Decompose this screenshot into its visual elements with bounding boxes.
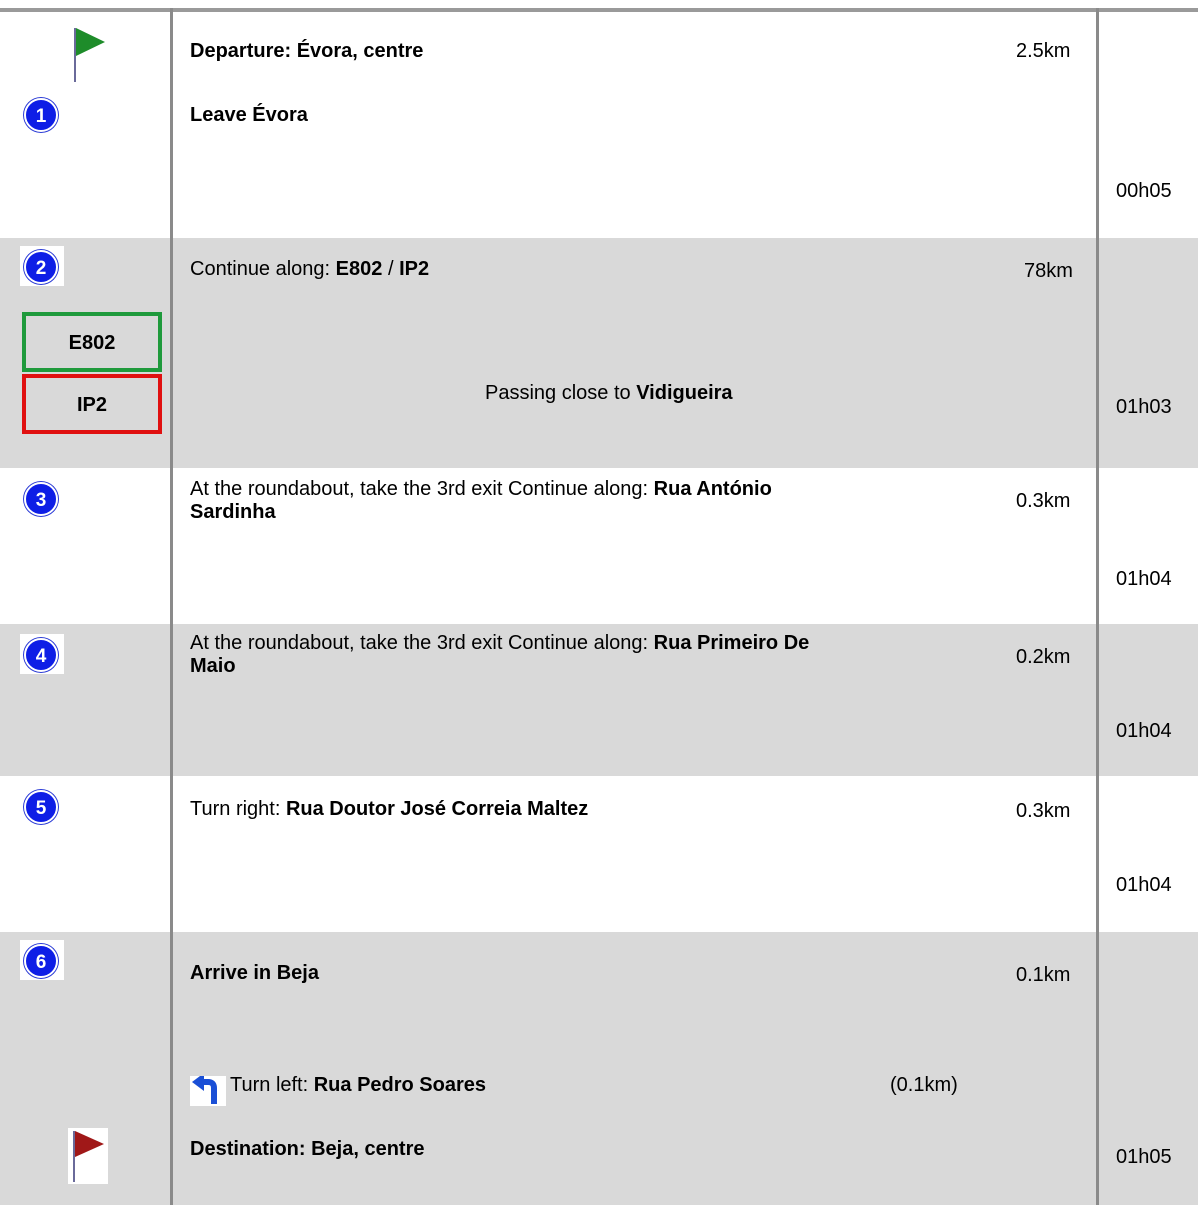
road-shield-e802: E802 xyxy=(22,312,162,372)
destination-flag-icon xyxy=(68,1128,108,1184)
step-distance: 0.2km xyxy=(1016,646,1071,668)
road-name: IP2 xyxy=(399,258,430,280)
step-distance: 78km xyxy=(1024,260,1073,282)
destination-label: Destination: Beja, centre xyxy=(190,1138,425,1160)
route-step-2 xyxy=(0,238,1198,468)
step-instruction: At the roundabout, take the 3rd exit Continue along: Rua António Sardinha xyxy=(190,478,772,523)
road-name-cont: Maio xyxy=(190,655,236,677)
road-name-cont: Sardinha xyxy=(190,501,276,523)
step-instruction: Arrive in Beja xyxy=(190,962,319,984)
column-divider-left xyxy=(170,8,173,1205)
step-time: 01h05 xyxy=(1116,1146,1172,1168)
route-step-6 xyxy=(0,932,1198,1205)
step-time: 01h03 xyxy=(1116,396,1172,418)
step-time: 01h04 xyxy=(1116,568,1172,590)
step-number-badge: 1 xyxy=(24,98,58,132)
step-number-badge: 2 xyxy=(24,250,58,284)
step-number-badge: 6 xyxy=(24,944,58,978)
step-number-badge: 4 xyxy=(24,638,58,672)
column-divider-right xyxy=(1096,8,1099,1205)
road-name: Rua Primeiro De xyxy=(653,632,810,654)
step-instruction: At the roundabout, take the 3rd exit Continue along: Rua Primeiro De Maio xyxy=(190,632,810,677)
passing-close-note: Passing close to Vidigueira xyxy=(485,382,733,404)
route-step-departure xyxy=(0,12,1198,238)
step-instruction: Leave Évora xyxy=(190,104,308,126)
step-distance: 0.3km xyxy=(1016,490,1071,512)
step-time: 00h05 xyxy=(1116,180,1172,202)
sub-instruction: Turn left: Rua Pedro Soares xyxy=(230,1074,487,1096)
turn-left-arrow-icon xyxy=(190,1076,226,1106)
step-instruction: Turn right: Rua Doutor José Correia Maltez xyxy=(190,798,589,820)
step-distance: 0.1km xyxy=(1016,964,1071,986)
road-name: Rua António xyxy=(653,478,772,500)
step-time: 01h04 xyxy=(1116,720,1172,742)
route-step-3 xyxy=(0,468,1198,624)
step-distance: 2.5km xyxy=(1016,40,1071,62)
step-instruction: Continue along: E802 / IP2 xyxy=(190,258,430,280)
route-step-5 xyxy=(0,776,1198,932)
step-number-badge: 3 xyxy=(24,482,58,516)
step-distance: 0.3km xyxy=(1016,800,1071,822)
road-name: Rua Doutor José Correia Maltez xyxy=(285,798,589,820)
start-flag-icon xyxy=(70,26,110,84)
step-number-badge: 5 xyxy=(24,790,58,824)
departure-label: Departure: Évora, centre xyxy=(190,40,424,62)
passing-place: Vidigueira xyxy=(636,382,733,404)
route-step-4 xyxy=(0,624,1198,776)
road-shield-ip2: IP2 xyxy=(22,374,162,434)
road-name: E802 xyxy=(335,258,383,280)
sub-distance: (0.1km) xyxy=(890,1074,958,1096)
road-name: Rua Pedro Soares xyxy=(313,1074,487,1096)
step-time: 01h04 xyxy=(1116,874,1172,896)
